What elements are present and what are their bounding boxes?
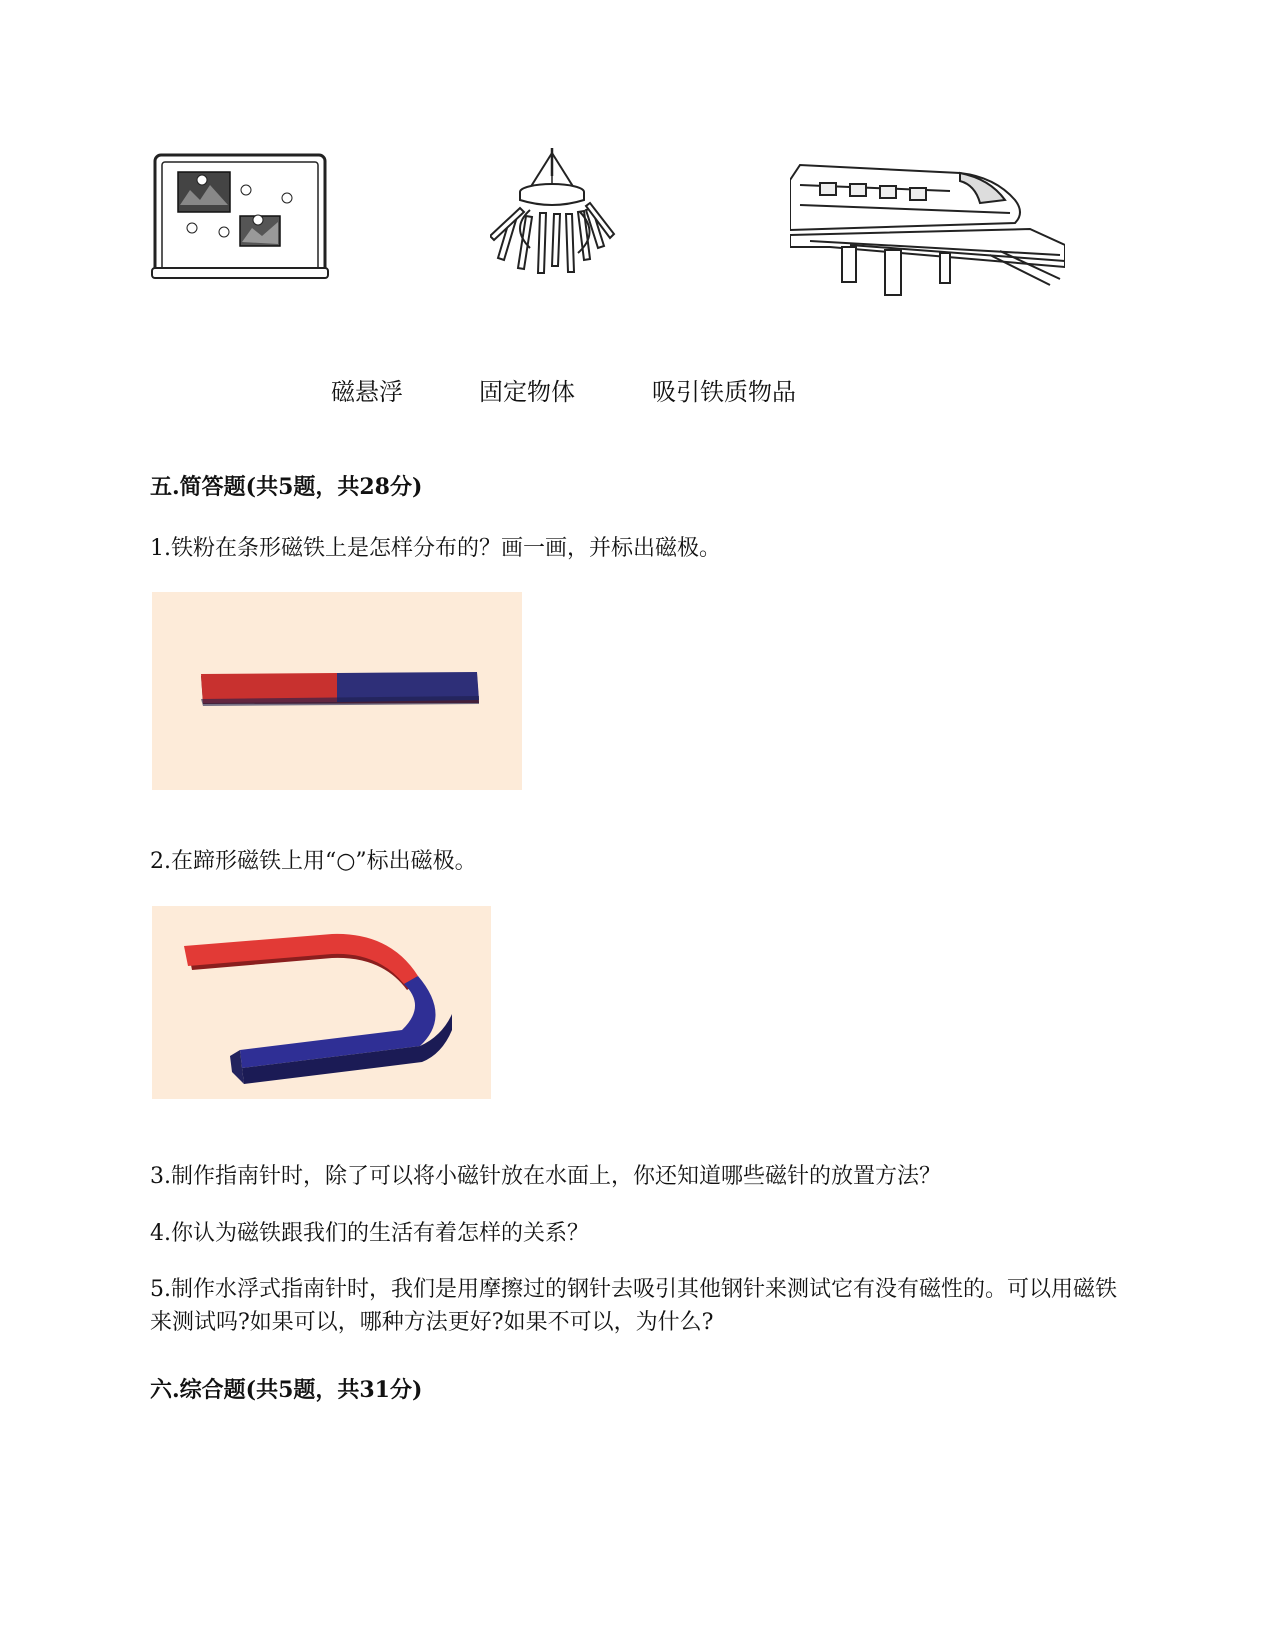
question-4: 4.你认为磁铁跟我们的生活有着怎样的关系？ bbox=[150, 1221, 589, 1246]
question-5: 5.制作水浮式指南针时，我们是用摩擦过的钢针去吸引其他钢针来测试它有没有磁性的。可以用磁铁来测试吗?如果可以，哪种方法更好?如果不可以，为什么? bbox=[150, 1277, 1117, 1335]
section-5-heading: 五.简答题(共5题，共28分) bbox=[150, 474, 423, 500]
bar-magnet-figure bbox=[152, 592, 522, 790]
whiteboard-magnets-illustration bbox=[150, 150, 335, 285]
option-attract-iron: 吸引铁质物品 bbox=[652, 378, 796, 406]
maglev-train-illustration bbox=[790, 155, 1065, 300]
horseshoe-magnet-drawing bbox=[152, 906, 491, 1099]
bar-magnet-drawing bbox=[152, 592, 522, 790]
option-maglev: 磁悬浮 bbox=[331, 378, 403, 406]
question-3: 3.制作指南针时，除了可以将小磁针放在水面上，你还知道哪些磁针的放置方法？ bbox=[150, 1164, 941, 1189]
option-fix-object: 固定物体 bbox=[479, 378, 575, 406]
section-6-heading: 六.综合题(共5题，共31分) bbox=[150, 1377, 423, 1403]
option-labels bbox=[0, 372, 1275, 412]
question-1: 1.铁粉在条形磁铁上是怎样分布的？画一画，并标出磁极。 bbox=[150, 536, 721, 561]
question-2: 2.在蹄形磁铁上用“○”标出磁极。 bbox=[150, 849, 477, 874]
horseshoe-magnet-figure bbox=[152, 906, 491, 1099]
magnet-crane-illustration bbox=[490, 148, 650, 288]
